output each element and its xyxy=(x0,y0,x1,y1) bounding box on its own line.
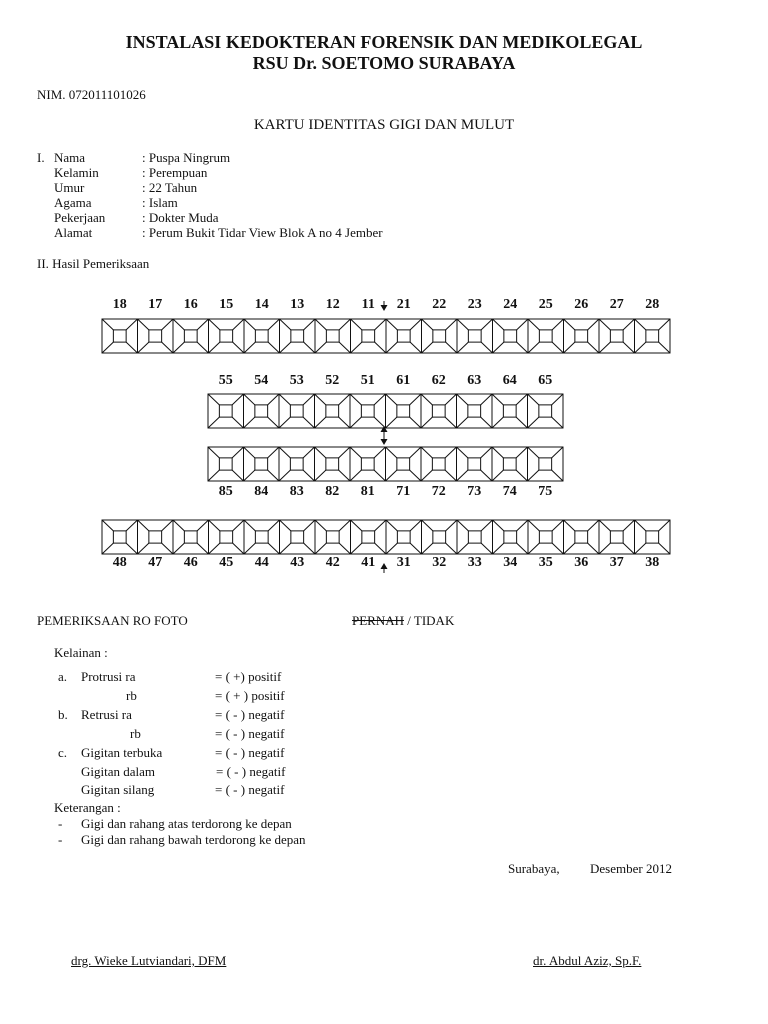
upper-permanent-tooth-number: 15 xyxy=(219,297,234,312)
lower-permanent-tooth-46 xyxy=(173,520,209,554)
upper-permanent-tooth-number: 11 xyxy=(361,297,375,312)
upper-permanent-tooth-12 xyxy=(315,319,351,353)
lower-permanent-tooth-number: 32 xyxy=(432,555,447,570)
lower-permanent-tooth-37 xyxy=(599,520,635,554)
kelainan-result: = ( - ) negatif xyxy=(215,782,285,797)
keterangan-bullet: - xyxy=(58,832,63,847)
kelainan-name: Gigitan dalam xyxy=(81,764,156,779)
upper-permanent-tooth-22 xyxy=(422,319,458,353)
kelainan-prefix: c. xyxy=(58,745,68,760)
identity-label: Kelamin xyxy=(54,165,99,180)
nim: NIM. 072011101026 xyxy=(37,87,146,102)
upper-deciduous-tooth-number: 52 xyxy=(325,373,340,388)
upper-permanent-tooth-number: 26 xyxy=(574,297,589,312)
upper-deciduous-tooth-number: 51 xyxy=(360,373,375,388)
upper-permanent-tooth-13 xyxy=(280,319,316,353)
lower-permanent-tooth-number: 38 xyxy=(645,555,660,570)
upper-permanent-tooth-23 xyxy=(457,319,493,353)
upper-deciduous-tooth-number: 53 xyxy=(289,373,304,388)
lower-permanent-tooth-number: 47 xyxy=(148,555,163,570)
ro-foto-option-pernah: PERNAH xyxy=(352,613,405,628)
identity-value: : Islam xyxy=(142,195,178,210)
upper-permanent-tooth-number: 22 xyxy=(432,297,447,312)
kelainan-label: Kelainan : xyxy=(54,645,108,660)
identity-section-number: I. xyxy=(37,150,45,165)
signature-left: drg. Wieke Lutviandari, DFM xyxy=(71,953,227,968)
lower-deciduous-tooth-number: 72 xyxy=(431,484,446,499)
upper-deciduous-tooth-65 xyxy=(528,394,564,428)
lower-permanent-tooth-31 xyxy=(386,520,422,554)
upper-permanent-tooth-21 xyxy=(386,319,422,353)
upper-deciduous-tooth-number: 54 xyxy=(254,373,269,388)
upper-permanent-tooth-15 xyxy=(209,319,245,353)
lower-deciduous-tooth-number: 75 xyxy=(538,484,553,499)
lower-permanent-tooth-number: 31 xyxy=(396,555,411,570)
lower-permanent-tooth-number: 33 xyxy=(467,555,482,570)
lower-deciduous-tooth-72 xyxy=(421,447,457,481)
upper-permanent-tooth-number: 23 xyxy=(467,297,482,312)
lower-permanent-tooth-35 xyxy=(528,520,564,554)
upper-permanent-tooth-number: 17 xyxy=(148,297,163,312)
identity-label: Agama xyxy=(54,195,92,210)
lower-permanent-tooth-number: 48 xyxy=(112,555,127,570)
keterangan-bullet: - xyxy=(58,816,63,831)
upper-deciduous-tooth-number: 62 xyxy=(431,373,446,388)
kelainan-name: rb xyxy=(130,726,141,741)
keterangan-label: Keterangan : xyxy=(54,800,121,815)
upper-deciduous-tooth-54 xyxy=(244,394,280,428)
lower-permanent-tooth-number: 42 xyxy=(325,555,340,570)
identity-value: : 22 Tahun xyxy=(142,180,198,195)
identity-value: : Dokter Muda xyxy=(142,210,219,225)
lower-permanent-tooth-number: 41 xyxy=(361,555,376,570)
ro-foto-label: PEMERIKSAAN RO FOTO xyxy=(37,613,188,628)
upper-permanent-tooth-25 xyxy=(528,319,564,353)
lower-permanent-tooth-42 xyxy=(315,520,351,554)
upper-permanent-tooth-18 xyxy=(102,319,138,353)
upper-deciduous-tooth-61 xyxy=(386,394,422,428)
upper-deciduous-tooth-55 xyxy=(208,394,244,428)
kelainan-prefix: b. xyxy=(58,707,68,722)
kelainan-name: Gigitan terbuka xyxy=(81,745,163,760)
place: Surabaya, xyxy=(508,861,560,876)
identity-label: Umur xyxy=(54,180,85,195)
upper-deciduous-tooth-51 xyxy=(350,394,386,428)
card-title: KARTU IDENTITAS GIGI DAN MULUT xyxy=(253,117,515,133)
kelainan-name: Gigitan silang xyxy=(81,782,155,797)
lower-deciduous-tooth-85 xyxy=(208,447,244,481)
lower-deciduous-tooth-number: 81 xyxy=(360,484,375,499)
kelainan-prefix: a. xyxy=(58,669,68,684)
lower-deciduous-tooth-83 xyxy=(279,447,315,481)
lower-deciduous-tooth-number: 82 xyxy=(325,484,340,499)
identity-value: : Puspa Ningrum xyxy=(142,150,231,165)
lower-permanent-tooth-41 xyxy=(351,520,387,554)
upper-deciduous-tooth-63 xyxy=(457,394,493,428)
upper-permanent-tooth-28 xyxy=(635,319,671,353)
signature-right: dr. Abdul Aziz, Sp.F. xyxy=(533,953,642,968)
lower-deciduous-tooth-number: 83 xyxy=(289,484,304,499)
upper-permanent-tooth-number: 28 xyxy=(645,297,660,312)
kelainan-result: = ( - ) negatif xyxy=(215,707,285,722)
lower-deciduous-tooth-71 xyxy=(386,447,422,481)
upper-permanent-tooth-number: 12 xyxy=(325,297,340,312)
lower-deciduous-tooth-75 xyxy=(528,447,564,481)
keterangan-item: Gigi dan rahang atas terdorong ke depan xyxy=(81,816,292,831)
identity-value: : Perum Bukit Tidar View Blok A no 4 Jember xyxy=(142,225,383,240)
institution-title: INSTALASI KEDOKTERAN FORENSIK DAN MEDIKOLEGAL xyxy=(125,32,643,52)
keterangan-item: Gigi dan rahang bawah terdorong ke depan xyxy=(81,832,306,847)
lower-deciduous-tooth-number: 71 xyxy=(396,484,411,499)
upper-permanent-tooth-number: 25 xyxy=(538,297,553,312)
upper-permanent-tooth-number: 13 xyxy=(290,297,305,312)
lower-deciduous-tooth-74 xyxy=(492,447,528,481)
lower-permanent-tooth-47 xyxy=(138,520,174,554)
lower-permanent-tooth-number: 46 xyxy=(183,555,198,570)
lower-permanent-tooth-number: 37 xyxy=(609,555,624,570)
lower-permanent-tooth-38 xyxy=(635,520,671,554)
kelainan-result: = ( - ) negatif xyxy=(215,726,285,741)
lower-deciduous-tooth-84 xyxy=(244,447,280,481)
lower-permanent-tooth-number: 45 xyxy=(219,555,234,570)
lower-permanent-tooth-43 xyxy=(280,520,316,554)
upper-deciduous-tooth-number: 65 xyxy=(538,373,553,388)
upper-permanent-tooth-27 xyxy=(599,319,635,353)
lower-deciduous-tooth-number: 74 xyxy=(502,484,517,499)
lower-permanent-tooth-number: 43 xyxy=(290,555,305,570)
upper-permanent-tooth-24 xyxy=(493,319,529,353)
lower-deciduous-tooth-81 xyxy=(350,447,386,481)
lower-permanent-tooth-36 xyxy=(564,520,600,554)
lower-permanent-tooth-33 xyxy=(457,520,493,554)
upper-permanent-tooth-number: 18 xyxy=(112,297,127,312)
kelainan-name: rb xyxy=(126,688,137,703)
upper-permanent-tooth-16 xyxy=(173,319,209,353)
lower-permanent-tooth-number: 34 xyxy=(503,555,518,570)
kelainan-name: Protrusi ra xyxy=(81,669,136,684)
lower-deciduous-tooth-number: 84 xyxy=(254,484,269,499)
upper-deciduous-tooth-number: 64 xyxy=(502,373,517,388)
upper-deciduous-tooth-62 xyxy=(421,394,457,428)
lower-permanent-tooth-number: 44 xyxy=(254,555,269,570)
exam-heading: II. Hasil Pemeriksaan xyxy=(37,256,150,271)
date: Desember 2012 xyxy=(590,861,672,876)
upper-deciduous-tooth-53 xyxy=(279,394,315,428)
identity-label: Pekerjaan xyxy=(54,210,106,225)
lower-deciduous-tooth-73 xyxy=(457,447,493,481)
lower-deciduous-tooth-number: 73 xyxy=(467,484,482,499)
lower-permanent-tooth-34 xyxy=(493,520,529,554)
lower-permanent-tooth-number: 35 xyxy=(538,555,553,570)
upper-permanent-tooth-number: 24 xyxy=(503,297,518,312)
lower-permanent-tooth-number: 36 xyxy=(574,555,589,570)
lower-permanent-tooth-48 xyxy=(102,520,138,554)
lower-deciduous-tooth-82 xyxy=(315,447,351,481)
kelainan-result: = ( + ) positif xyxy=(215,688,285,703)
upper-permanent-tooth-11 xyxy=(351,319,387,353)
kelainan-result: = ( +) positif xyxy=(215,669,282,684)
upper-permanent-tooth-26 xyxy=(564,319,600,353)
upper-deciduous-tooth-number: 63 xyxy=(467,373,482,388)
upper-deciduous-tooth-number: 61 xyxy=(396,373,411,388)
lower-permanent-tooth-44 xyxy=(244,520,280,554)
upper-permanent-tooth-number: 16 xyxy=(183,297,198,312)
hospital-title: RSU Dr. SOETOMO SURABAYA xyxy=(252,53,516,73)
kelainan-result: = ( - ) negatif xyxy=(216,764,286,779)
identity-value: : Perempuan xyxy=(142,165,208,180)
midline-arrow-down-icon xyxy=(381,435,388,445)
upper-permanent-tooth-number: 27 xyxy=(609,297,624,312)
upper-deciduous-tooth-number: 55 xyxy=(218,373,233,388)
ro-foto-options xyxy=(352,613,454,629)
identity-label: Alamat xyxy=(54,225,93,240)
identity-label: Nama xyxy=(54,150,86,165)
upper-deciduous-tooth-64 xyxy=(492,394,528,428)
ro-foto-option-tidak: / TIDAK xyxy=(404,613,455,628)
upper-permanent-tooth-number: 21 xyxy=(396,297,411,312)
upper-deciduous-tooth-52 xyxy=(315,394,351,428)
lower-permanent-tooth-45 xyxy=(209,520,245,554)
upper-permanent-tooth-17 xyxy=(138,319,174,353)
lower-permanent-tooth-32 xyxy=(422,520,458,554)
upper-permanent-tooth-14 xyxy=(244,319,280,353)
lower-deciduous-tooth-number: 85 xyxy=(218,484,233,499)
kelainan-name: Retrusi ra xyxy=(81,707,132,722)
kelainan-result: = ( - ) negatif xyxy=(215,745,285,760)
upper-permanent-tooth-number: 14 xyxy=(254,297,269,312)
